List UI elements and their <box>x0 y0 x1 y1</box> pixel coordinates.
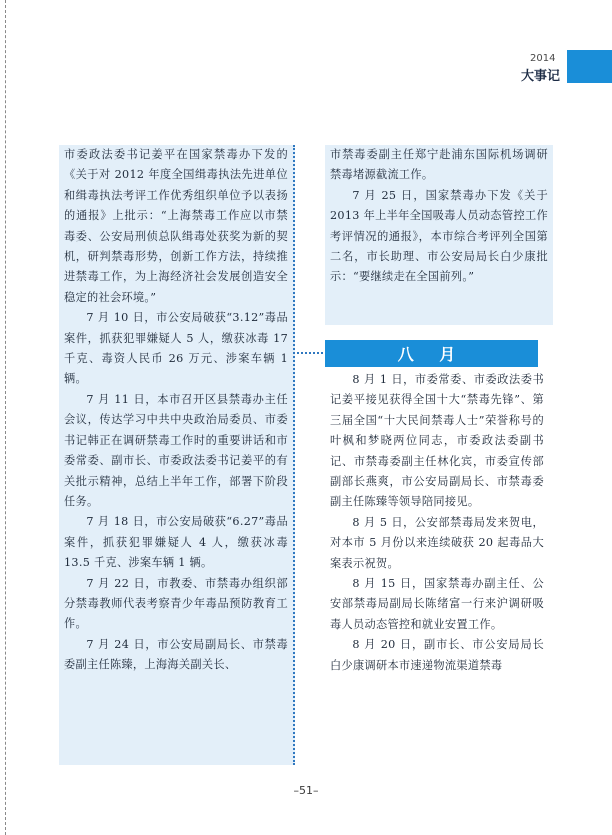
header-title: 大事记 <box>521 69 561 84</box>
right-bottom-paragraph-4: 8 月 20 日，副市长、市公安局局长白少康调研本市速递物流渠道禁毒 <box>330 638 544 672</box>
right-column-top <box>325 145 553 325</box>
left-paragraph-6: 7 月 24 日，市公安局副局长、市禁毒委副主任陈臻，上海海关副关长、 <box>64 637 288 672</box>
left-paragraph-2: 7 月 10 日，市公安局破获“3.12”毒品案件，抓获犯罪嫌疑人 5 人，缴获冰毒 17 千克、毒资人民币 26 万元、涉案车辆 1 辆。 <box>64 311 288 386</box>
header-year: 2014 <box>530 53 556 64</box>
right-bottom-paragraph-3: 8 月 15 日，国家禁毒办副主任、公安部禁毒局副局长陈绪富一行来沪调研吸毒人员动态管控和就业安置工作。 <box>330 577 544 631</box>
left-paragraph-4: 7 月 18 日，市公安局破获“6.27”毒品案件，抓获犯罪嫌疑人 4 人，缴获冰毒 13.5 千克、涉案车辆 1 辆。 <box>64 515 288 570</box>
right-top-paragraph-2: 7 月 25 日，国家禁毒办下发《关于 2013 年上半年全国吸毒人员动态管控工作考评情况的通报》，本市综合考评列全国第二名，市长助理、市公安局局长白少康批示：“要继续走在全国前列。” <box>330 188 548 284</box>
dotted-connector <box>293 352 323 354</box>
left-column <box>59 145 295 765</box>
right-bottom-paragraph-1: 8 月 1 日，市委常委、市委政法委书记姜平接见获得全国十大“禁毒先锋”、第三届全国“十大民间禁毒人士”荣誉称号的叶枫和梦晓两位同志，市委政法委副书记、市禁毒委副主任林化宾，市委宣传部副部长燕爽，市公安局副局长、市禁毒委副主任陈臻等领导陪同接见。 <box>330 373 544 509</box>
right-top-paragraph-1: 市禁毒委副主任郑宁赴浦东国际机场调研禁毒堵源截流工作。 <box>330 148 548 182</box>
left-paragraph-1: 市委政法委书记姜平在国家禁毒办下发的《关于对 2012 年度全国缉毒执法先进单位和缉毒执法考评工作优秀组织单位予以表扬的通报》上批示：“上海禁毒工作应以市禁毒委、公安局刑侦总队缉毒处获奖为新的契机，研判禁毒形势，创新工作方法，持续推进禁毒工作，为上海经济社会发展创造安全稳定的社会环境。” <box>64 148 288 304</box>
header-color-tab <box>567 50 612 83</box>
right-column-bottom <box>330 370 544 676</box>
right-bottom-paragraph-2: 8 月 5 日，公安部禁毒局发来贺电，对本市 5 月份以来连续破获 20 起毒品大案表示祝贺。 <box>330 515 544 570</box>
left-paragraph-3: 7 月 11 日，本市召开区县禁毒办主任会议，传达学习中共中央政治局委员、市委书记韩正在调研禁毒工作时的重要讲话和市委常委、副市长、市委政法委书记姜平的有关批示精神，总结上半年工作，部署下阶段任务。 <box>64 392 288 508</box>
binding-dashed-line <box>5 0 6 835</box>
month-banner: 八 月 <box>325 340 538 367</box>
left-paragraph-5: 7 月 22 日，市教委、市禁毒办组织部分禁毒教师代表考察青少年毒品预防教育工作。 <box>64 576 288 631</box>
page-number: –51– <box>293 784 319 797</box>
